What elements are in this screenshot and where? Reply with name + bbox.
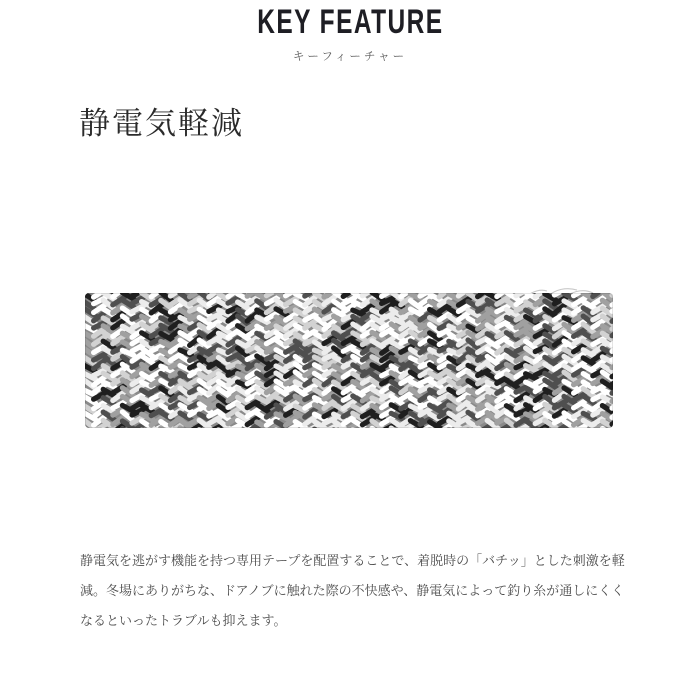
key-feature-title-row [0, 5, 700, 39]
feature-description: 静電気を逃がす機能を持つ専用テープを配置することで、着脱時の「バチッ」とした刺激を軽減。冬場にありがちな、ドアノブに触れた際の不快感や、静電気によって釣り糸が通しにくくなるといったトラブルも抑えます。 [80, 553, 625, 628]
braid-texture-graphic [85, 285, 613, 428]
product-photo-braided-tape [85, 285, 613, 428]
key-feature-subtitle-ja: キーフィーチャー [292, 51, 408, 63]
section-header [0, 5, 700, 64]
feature-heading: 静電気軽減 [79, 106, 244, 141]
key-feature-title: KEY FEATURE [256, 3, 444, 41]
